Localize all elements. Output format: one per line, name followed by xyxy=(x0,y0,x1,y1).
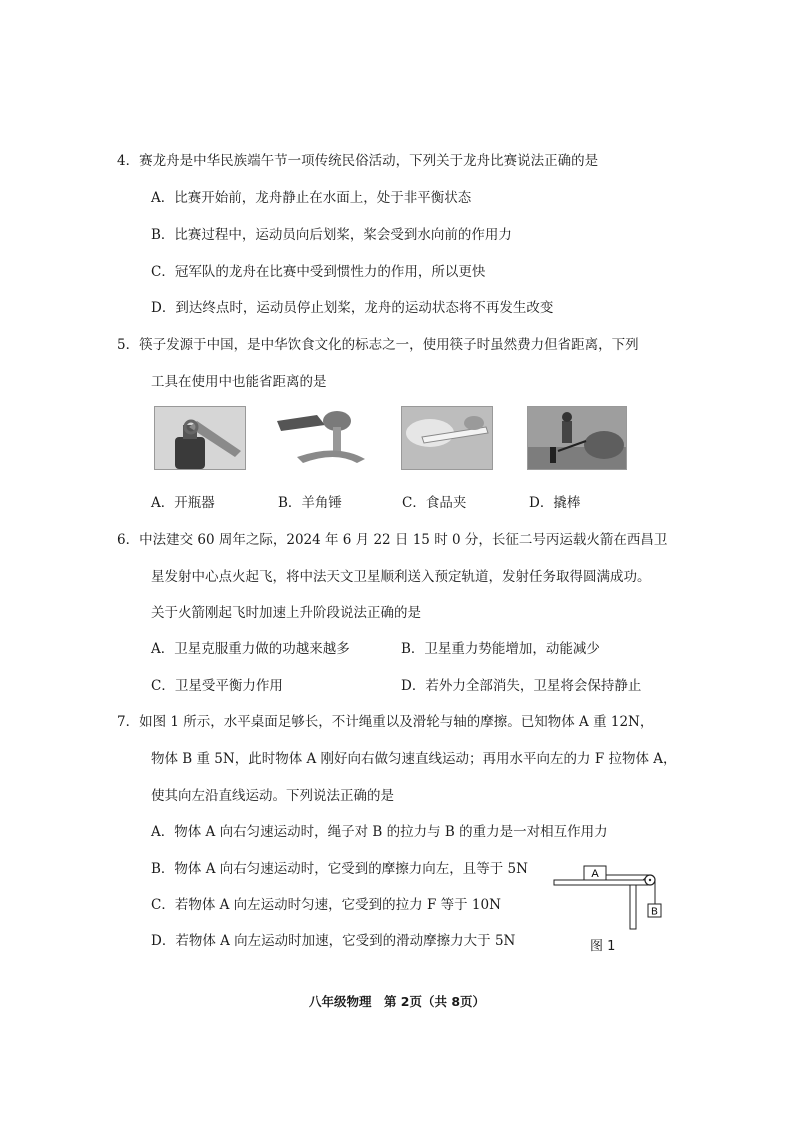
block-b-label: B xyxy=(651,906,658,918)
page-footer: 八年级物理 第 2页（共 8页） xyxy=(308,994,486,1009)
q5-stem-line1: 5．筷子发源于中国，是中华饮食文化的标志之一，使用筷子时虽然费力但省距离，下列 xyxy=(117,337,639,353)
q7-stem-line3: 使其向左沿直线运动。下列说法正确的是 xyxy=(151,788,394,804)
q6-stem-line3: 关于火箭刚起飞时加速上升阶段说法正确的是 xyxy=(151,605,421,621)
q6-option-b: B．卫星重力势能增加，动能减少 xyxy=(401,641,600,657)
q5-stem-line2: 工具在使用中也能省距离的是 xyxy=(151,374,327,390)
q7-option-c: C．若物体 A 向左运动时匀速，它受到的拉力 F 等于 10N xyxy=(151,897,501,913)
q6-stem-line2: 星发射中心点火起飞，将中法天文卫星顺利送入预定轨道，发射任务取得圆满成功。 xyxy=(151,569,651,585)
q7-stem-line2: 物体 B 重 5N，此时物体 A 刚好向右做匀速直线运动；再用水平向左的力 F 拉物体 A， xyxy=(151,751,677,767)
bottle-opener-photo xyxy=(154,406,246,470)
q7-option-d: D．若物体 A 向左运动时加速，它受到的滑动摩擦力大于 5N xyxy=(151,933,516,949)
crowbar-photo xyxy=(527,406,627,470)
q4-option-c: C．冠军队的龙舟在比赛中受到惯性力的作用，所以更快 xyxy=(151,264,486,280)
figure-1-caption: 图 1 xyxy=(590,939,616,954)
q7-option-b: B．物体 A 向右匀速运动时，它受到的摩擦力向左，且等于 5N xyxy=(151,861,528,877)
q7-stem-line1: 7．如图 1 所示，水平桌面足够长，不计绳重以及滑轮与轴的摩擦。已知物体 A 重 12N， xyxy=(117,714,654,730)
q4-option-d: D．到达终点时，运动员停止划桨，龙舟的运动状态将不再发生改变 xyxy=(151,300,554,316)
q6-option-c: C．卫星受平衡力作用 xyxy=(151,678,283,694)
q4-option-b: B．比赛过程中，运动员向后划桨，桨会受到水向前的作用力 xyxy=(151,227,512,243)
q6-stem-line1: 6．中法建交 60 周年之际，2024 年 6 月 22 日 15 时 0 分，长征二号丙运载火箭在西昌卫 xyxy=(117,532,668,548)
block-a-label: A xyxy=(591,868,599,880)
q4-option-a: A．比赛开始前，龙舟静止在水面上，处于非平衡状态 xyxy=(151,190,472,206)
q6-option-a: A．卫星克服重力做的功越来越多 xyxy=(151,641,350,657)
q5-option-b: B．羊角锤 xyxy=(278,495,342,511)
figure-1-pulley-diagram xyxy=(548,858,666,938)
food-tongs-photo xyxy=(401,406,493,470)
claw-hammer-photo xyxy=(276,406,370,470)
q7-option-a: A．物体 A 向右匀速运动时，绳子对 B 的拉力与 B 的重力是一对相互作用力 xyxy=(151,824,608,840)
q4-stem: 4．赛龙舟是中华民族端午节一项传统民俗活动，下列关于龙舟比赛说法正确的是 xyxy=(117,153,599,169)
q5-option-d: D．撬棒 xyxy=(529,495,581,511)
q5-option-c: C．食品夹 xyxy=(402,495,467,511)
q5-option-a: A．开瓶器 xyxy=(151,495,215,511)
q6-option-d: D．若外力全部消失，卫星将会保持静止 xyxy=(401,678,642,694)
